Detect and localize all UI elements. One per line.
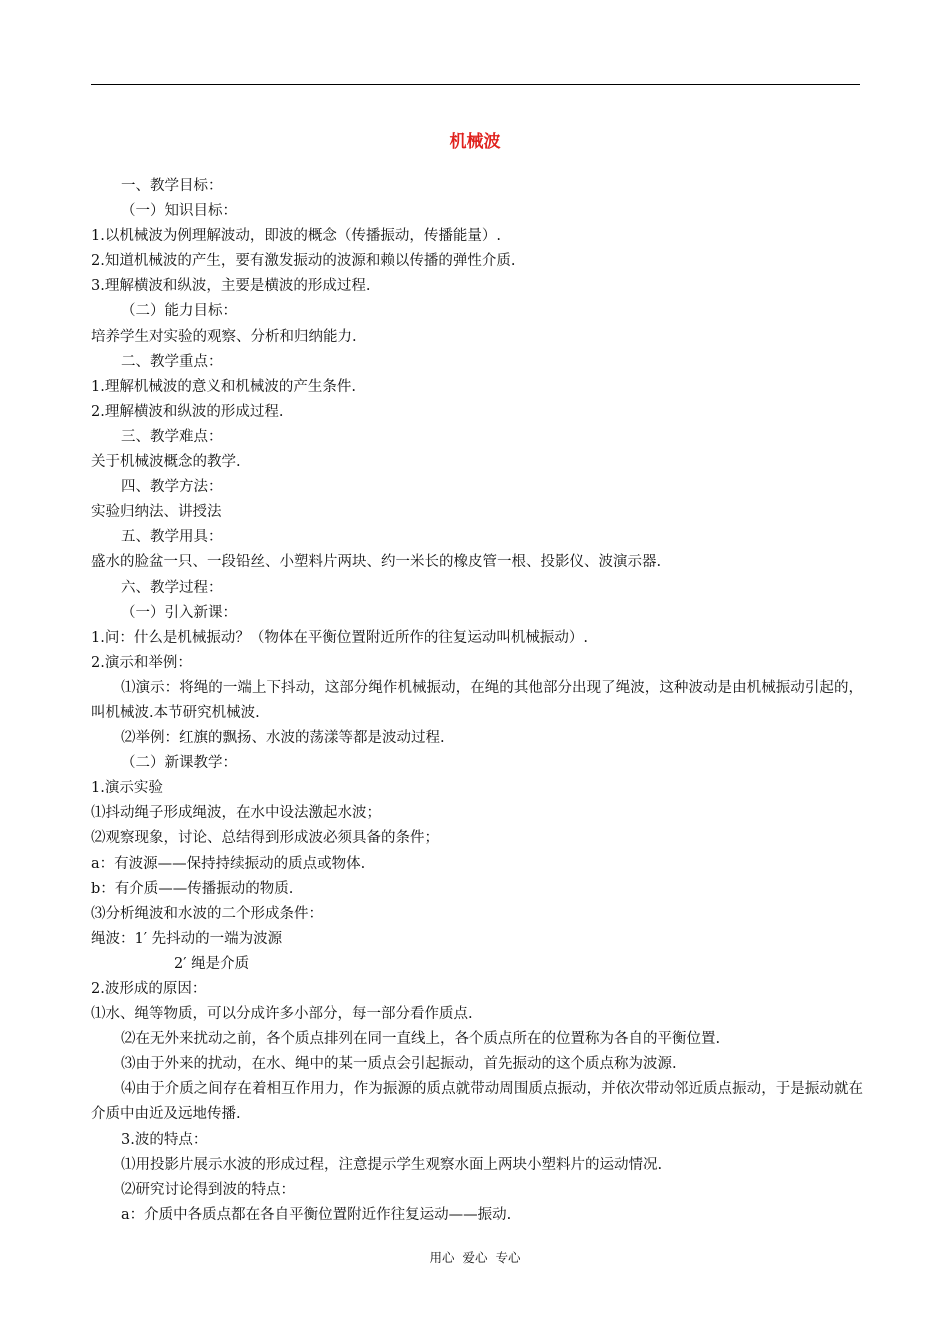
body-line: 2.知道机械波的产生，要有激发振动的波源和赖以传播的弹性介质. xyxy=(91,253,516,270)
body-line: 盛水的脸盆一只、一段铅丝、小塑料片两块、约一米长的橡皮管一根、投影仪、波演示器. xyxy=(91,554,662,571)
section-heading: 四、教学方法： xyxy=(121,479,223,496)
body-line: 2.演示和举例： xyxy=(91,654,192,671)
body-line: ⑵观察现象，讨论、总结得到形成波必须具备的条件； xyxy=(91,830,439,847)
body-line: ⑴水、绳等物质，可以分成许多小部分，每一部分看作质点. xyxy=(91,1006,473,1023)
body-line: ⑴用投影片展示水波的形成过程，注意提示学生观察水面上两块小塑料片的运动情况. xyxy=(121,1156,663,1173)
section-heading: 六、教学过程： xyxy=(121,579,223,596)
body-line: ⑵举例：红旗的飘扬、水波的荡漾等都是波动过程. xyxy=(121,730,445,747)
subsection-heading: （一）知识目标： xyxy=(121,203,237,220)
page-footer: 用心 爱心 专心 xyxy=(429,1250,521,1265)
body-line: a：有波源——保持持续振动的质点或物体. xyxy=(91,855,366,872)
subsection-heading: （二）能力目标： xyxy=(121,303,237,320)
document-body xyxy=(91,174,863,1228)
body-line: 2′ 绳是介质 xyxy=(174,955,250,972)
subsection-heading: （一）引入新课： xyxy=(121,604,237,621)
body-line: 1.以机械波为例理解波动，即波的概念（传播振动，传播能量）. xyxy=(91,228,501,245)
body-line: ⑵研究讨论得到波的特点： xyxy=(121,1181,295,1198)
section-heading: 二、教学重点： xyxy=(121,353,223,370)
body-line: 2.理解横波和纵波的形成过程. xyxy=(91,403,284,420)
body-line: 关于机械波概念的教学. xyxy=(91,454,241,471)
body-line: ⑴抖动绳子形成绳波，在水中设法激起水波； xyxy=(91,805,381,822)
body-line: 1.问：什么是机械振动？（物体在平衡位置附近所作的往复运动叫机械振动）. xyxy=(91,629,588,646)
document-title: 机械波 xyxy=(449,132,501,152)
body-line: 1.演示实验 xyxy=(91,780,163,797)
body-line: ⑶由于外来的扰动，在水、绳中的某一质点会引起振动，首先振动的这个质点称为波源. xyxy=(121,1056,677,1073)
body-line: 1.理解机械波的意义和机械波的产生条件. xyxy=(91,378,356,395)
body-paragraph: ⑷由于介质之间存在着相互作用力，作为振源的质点就带动周围质点振动，并依次带动邻近质点振动，于是振动就在介质中由近及远地传播. xyxy=(91,1081,863,1123)
body-line: b：有介质——传播振动的物质. xyxy=(91,880,294,897)
subsection-heading: （二）新课教学： xyxy=(121,755,237,772)
section-heading: 五、教学用具： xyxy=(121,529,223,546)
body-line: 培养学生对实验的观察、分析和归纳能力. xyxy=(91,328,357,345)
body-line: 实验归纳法、讲授法 xyxy=(91,504,222,521)
body-line: 3.波的特点： xyxy=(121,1131,208,1148)
body-line: ⑶分析绳波和水波的二个形成条件： xyxy=(91,905,323,922)
header-rule xyxy=(91,84,860,85)
body-line: ⑵在无外来扰动之前，各个质点排列在同一直线上，各个质点所在的位置称为各自的平衡位置. xyxy=(121,1031,721,1048)
body-line: a：介质中各质点都在各自平衡位置附近作往复运动——振动. xyxy=(121,1206,512,1223)
section-heading: 一、教学目标： xyxy=(121,178,223,194)
body-line: 绳波：1′ 先抖动的一端为波源 xyxy=(91,930,283,947)
body-line: 2.波形成的原因： xyxy=(91,981,207,997)
body-line: 3.理解横波和纵波，主要是横波的形成过程. xyxy=(91,278,371,295)
section-heading: 三、教学难点： xyxy=(121,428,223,445)
body-paragraph: ⑴演示：将绳的一端上下抖动，这部分绳作机械振动，在绳的其他部分出现了绳波，这种波动是由机械振动引起的，叫机械波.本节研究机械波. xyxy=(91,679,863,721)
